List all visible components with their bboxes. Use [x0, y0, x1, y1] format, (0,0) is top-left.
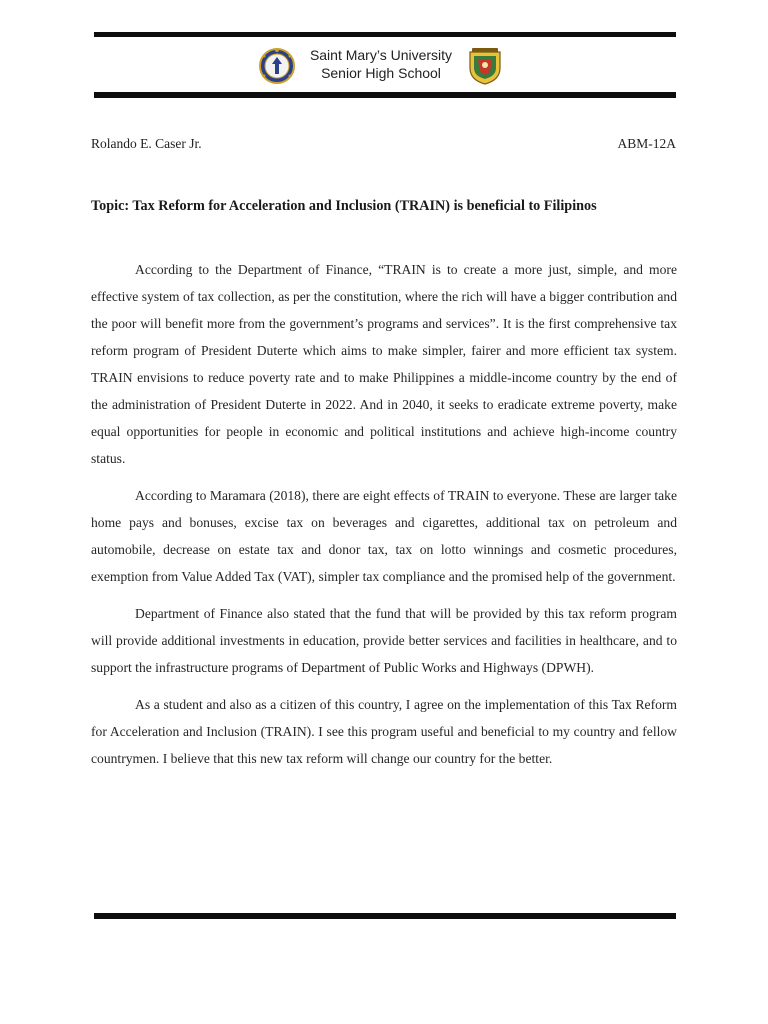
- document-header: [94, 44, 676, 88]
- school-crest-icon: [466, 46, 504, 86]
- footer-rule: [94, 913, 676, 919]
- school-name-block: [299, 46, 463, 82]
- header-bottom-rule: [94, 92, 676, 98]
- document-topic: Topic: Tax Reform for Acceleration and Inclusion (TRAIN) is beneficial to Filipinos: [91, 198, 597, 214]
- paragraph: According to Maramara (2018), there are eight effects of TRAIN to everyone. These are larger take home pays and bonuses, excise tax on beverages and cigarettes, additional tax on petroleum and automobile, decrease on estate tax and donor tax, tax on lotto winnings and cosmetic procedures, exemption from Value Added Tax (VAT), simpler tax compliance and the promised help of the government.: [91, 488, 677, 584]
- school-unit: Senior High School: [321, 65, 441, 81]
- paragraph: Department of Finance also stated that the fund that will be provided by this tax reform program will provide additional investments in education, provide better services and facilities in healthcare, and to support the infrastructure programs of Department of Public Works and Highways (DPWH).: [91, 606, 677, 675]
- header-top-rule: [94, 32, 676, 37]
- document-body: [91, 256, 677, 782]
- paragraph: As a student and also as a citizen of this country, I agree on the implementation of this Tax Reform for Acceleration and Inclusion (TRAIN). I see this program useful and beneficial to my country and fellow countrymen. I believe that this new tax reform will change our country for the better.: [91, 697, 677, 766]
- author-name: Rolando E. Caser Jr.: [91, 136, 202, 151]
- university-seal-icon: [258, 46, 296, 86]
- paragraph: According to the Department of Finance, “TRAIN is to create a more just, simple, and more effective system of tax collection, as per the constitution, where the rich will have a bigger contribution and the poor will benefit more from the government’s programs and services”. It is the first comprehensive tax reform program of President Duterte which aims to make simpler, fairer and more efficient tax system. TRAIN envisions to reduce poverty rate and to make Philippines a middle-income country by the end of the administration of President Duterte in 2022. And in 2040, it seeks to eradicate extreme poverty, make equal opportunities for people in economic and political institutions and achieve high-income country status.: [91, 262, 677, 466]
- class-section: ABM-12A: [617, 136, 676, 151]
- school-name: Saint Mary’s University: [309, 47, 453, 63]
